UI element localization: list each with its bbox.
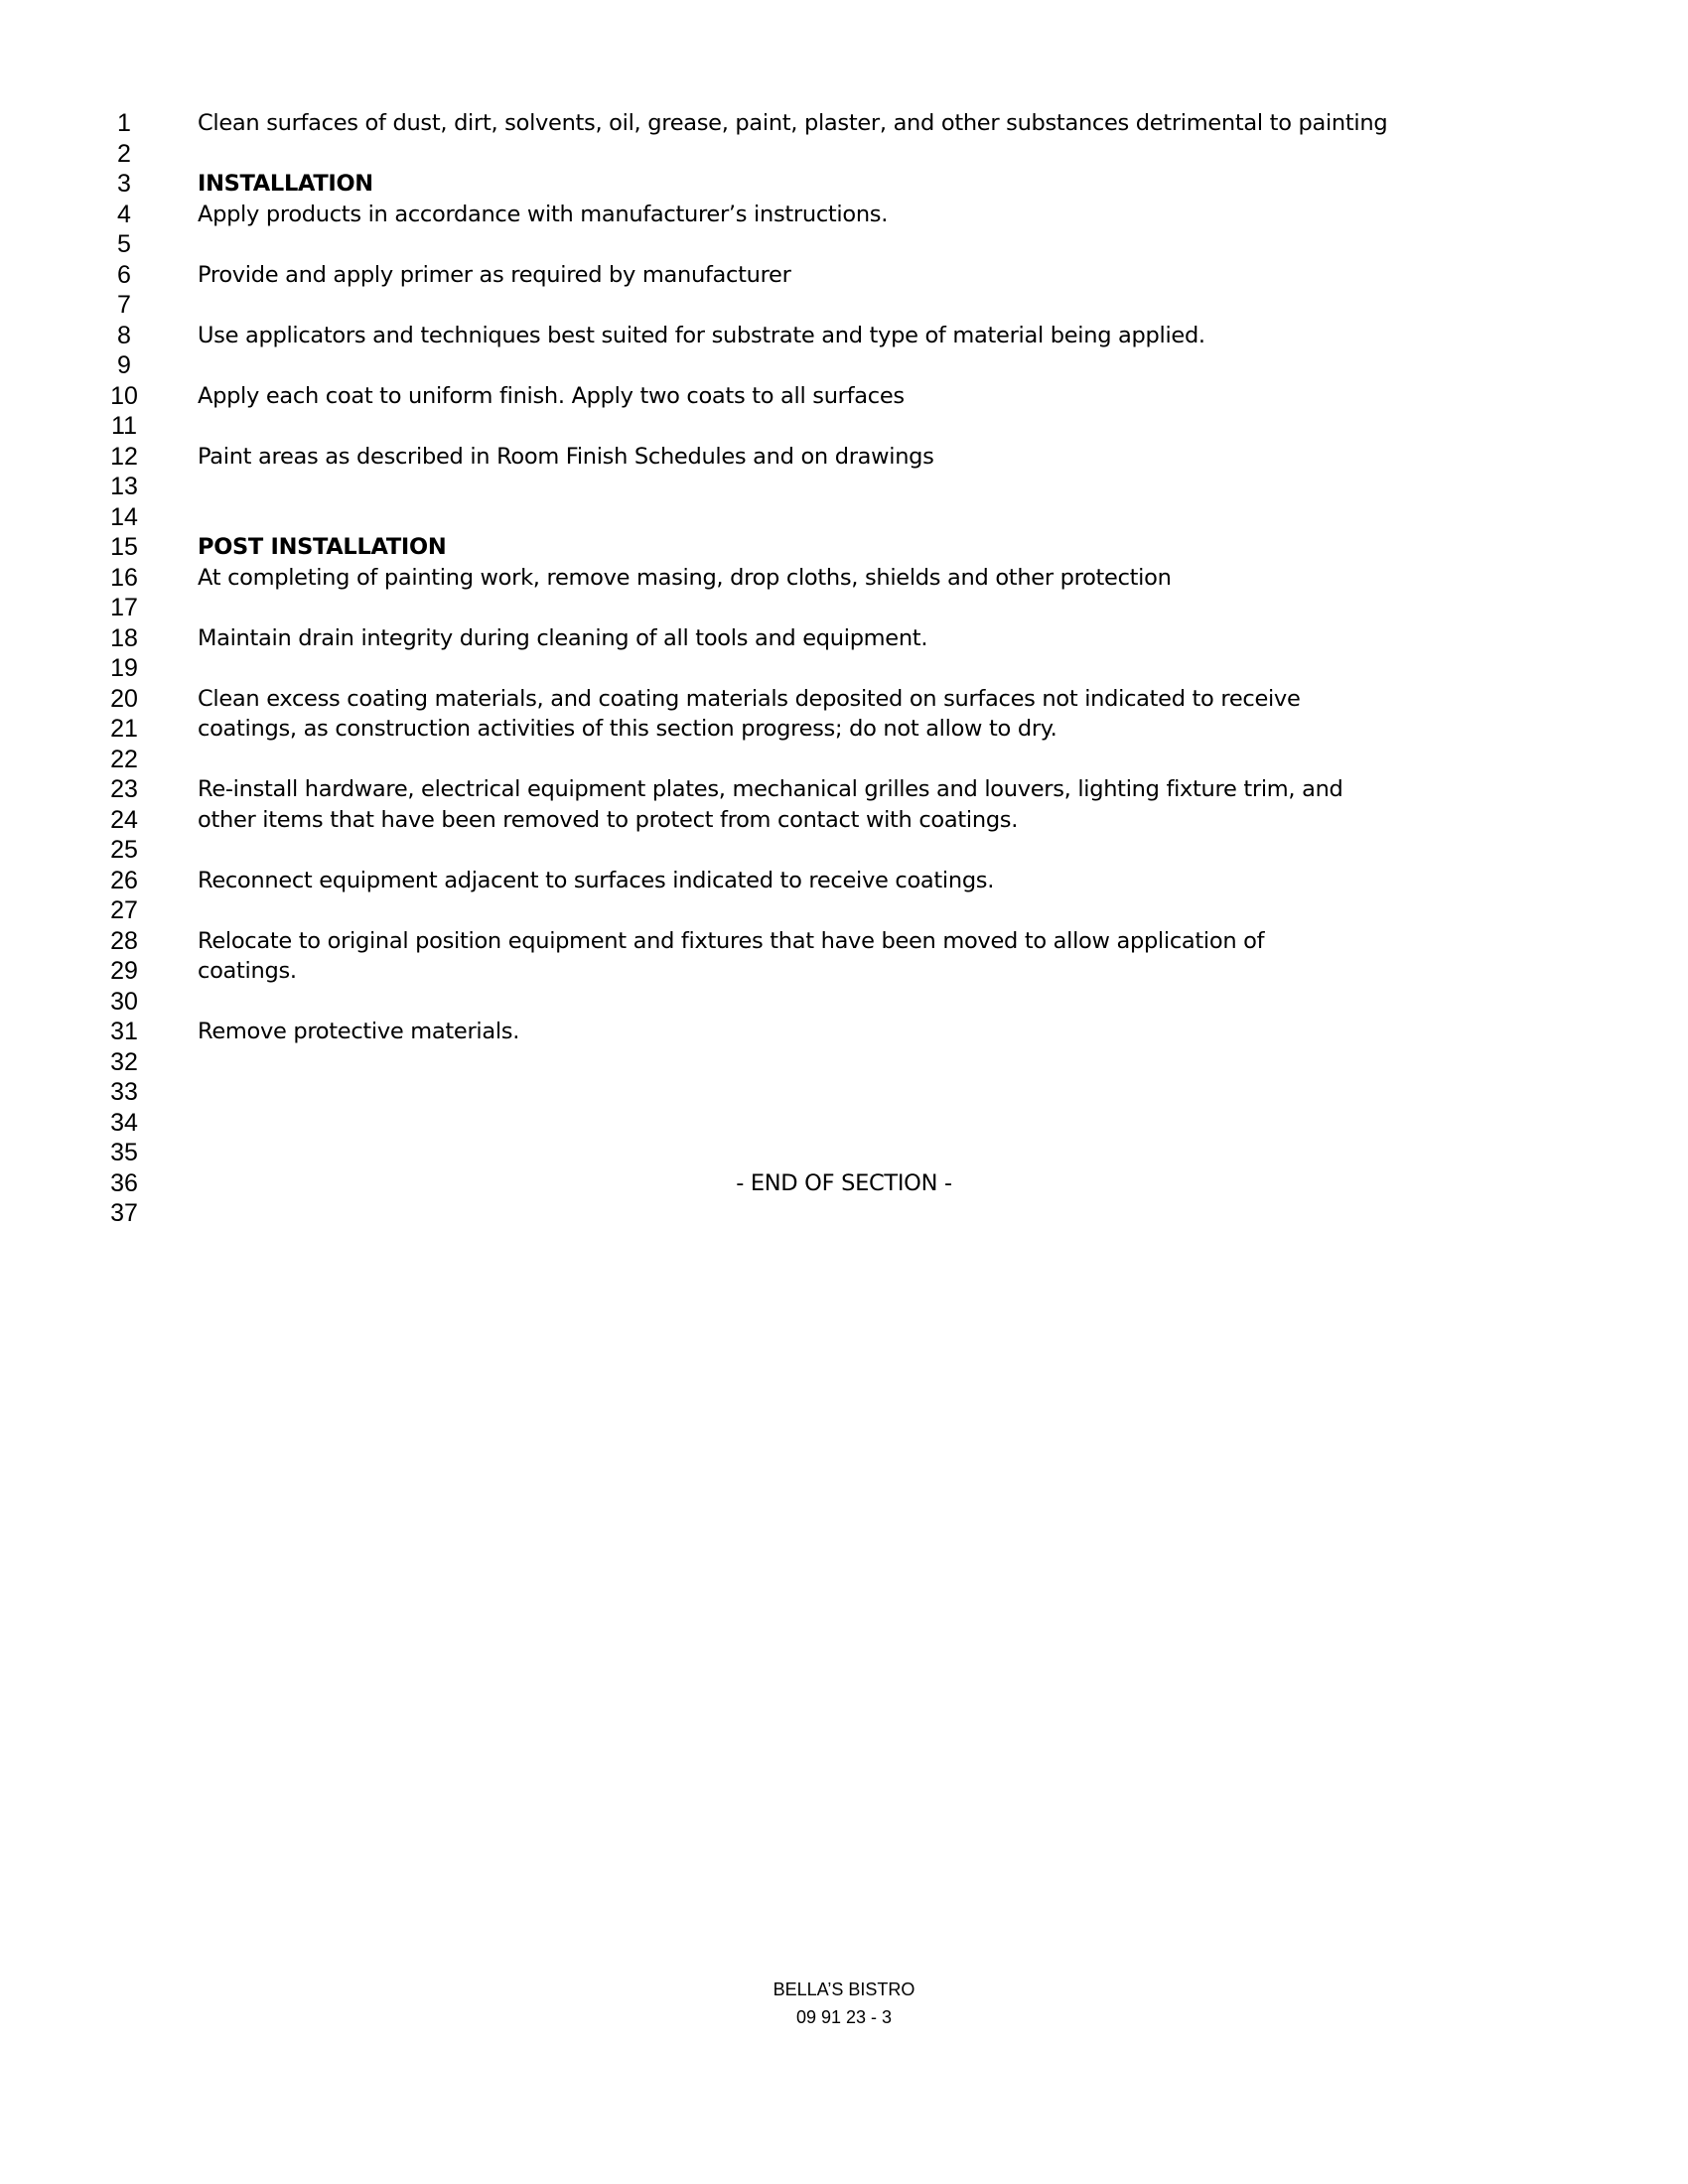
document-line [0,563,1688,594]
document-line [0,684,1688,715]
section-heading: INSTALLATION [198,171,373,197]
line-number: 35 [110,1139,138,1166]
line-number: 11 [111,412,137,440]
document-line [0,895,1688,926]
document-line [0,1077,1688,1108]
line-number: 33 [110,1078,138,1106]
document-line [0,1047,1688,1078]
page-footer [0,1976,1688,2031]
line-number: 13 [110,473,138,500]
document-line [0,260,1688,291]
line-text: Reconnect equipment adjacent to surfaces indicated to receive coatings. [198,867,995,893]
document-line [0,200,1688,230]
line-text: Re-install hardware, electrical equipment plates, mechanical grilles and louvers, lighting fixture trim, and [198,776,1343,802]
line-number: 10 [110,381,138,410]
line-number: 23 [110,775,138,803]
line-number: 14 [110,502,138,531]
document-line [0,926,1688,957]
line-number: 22 [110,745,138,773]
document-line [0,774,1688,805]
line-text: Clean excess coating materials, and coating materials deposited on surfaces not indicated to receive [198,685,1301,712]
document-line [0,714,1688,745]
line-number: 8 [117,321,131,349]
line-text: Apply products in accordance with manufacturer’s instructions. [198,201,889,227]
document-line [0,139,1688,170]
line-number: 34 [110,1108,138,1137]
document-line [0,1138,1688,1168]
line-text: Remove protective materials. [198,1019,520,1044]
line-number: 37 [110,1199,138,1227]
document-line [0,229,1688,260]
line-number: 24 [110,805,138,834]
document-line [0,835,1688,866]
document-line [0,532,1688,563]
line-number: 6 [117,260,131,289]
line-number: 12 [110,442,138,471]
document-line [0,169,1688,200]
document-line [0,653,1688,684]
line-number: 15 [110,533,138,561]
document-line [0,502,1688,533]
document-line [0,805,1688,836]
line-number: 18 [110,623,138,652]
line-number: 36 [110,1168,138,1197]
line-text: other items that have been removed to protect from contact with coatings. [198,806,1019,833]
line-number: 28 [110,926,138,955]
document-line [0,411,1688,442]
line-text: At completing of painting work, remove masing, drop cloths, shields and other protection [198,564,1172,591]
line-number: 25 [110,836,138,864]
line-number: 19 [110,654,138,682]
line-number: 26 [110,866,138,894]
line-number: 16 [110,563,138,592]
document-line [0,442,1688,473]
line-text: Clean surfaces of dust, dirt, solvents, oil, grease, paint, plaster, and other substances detrimental to painting [198,110,1388,136]
line-text: Paint areas as described in Room Finish Schedules and on drawings [198,443,934,470]
document-line [0,290,1688,321]
document-line [0,1017,1688,1047]
line-number: 31 [110,1018,138,1045]
line-text: Relocate to original position equipment and fixtures that have been moved to allow application of [198,927,1265,954]
document-line [0,1108,1688,1139]
line-number: 20 [110,684,138,713]
footer-project-name: BELLA’S BISTRO [773,1979,915,1999]
document-line [0,745,1688,775]
document-line [0,108,1688,139]
line-number: 21 [110,715,138,743]
line-number: 17 [110,594,138,621]
document-line [0,987,1688,1018]
line-number: 27 [110,896,138,924]
document-line [0,1198,1688,1229]
line-number: 1 [117,109,131,137]
document-line [0,381,1688,412]
line-text: coatings. [198,958,297,984]
document-line [0,321,1688,351]
line-text: Provide and apply primer as required by manufacturer [198,261,791,288]
document-line [0,623,1688,654]
document-line [0,866,1688,896]
line-number: 5 [117,230,131,258]
line-text: Apply each coat to uniform finish. Apply two coats to all surfaces [198,382,905,409]
line-number: 9 [117,351,131,379]
line-number: 4 [117,200,131,228]
document-line [0,1168,1688,1199]
end-of-section-marker: - END OF SECTION - [736,1169,952,1196]
footer-page-number: 09 91 23 - 3 [795,2007,893,2027]
line-text: Maintain drain integrity during cleaning of all tools and equipment. [198,624,928,651]
line-number: 30 [110,987,138,1016]
line-number: 32 [110,1047,138,1076]
line-text: Use applicators and techniques best suited for substrate and type of material being applied. [198,322,1205,348]
line-number: 2 [117,139,131,168]
document-line [0,593,1688,623]
document-line [0,472,1688,502]
section-heading: POST INSTALLATION [198,534,447,560]
line-number: 29 [110,957,138,985]
document-line [0,956,1688,987]
document-line [0,350,1688,381]
line-number: 3 [117,170,131,198]
line-text: coatings, as construction activities of this section progress; do not allow to dry. [198,716,1057,742]
numbered-document-body [0,108,1688,1229]
line-number: 7 [117,291,131,319]
